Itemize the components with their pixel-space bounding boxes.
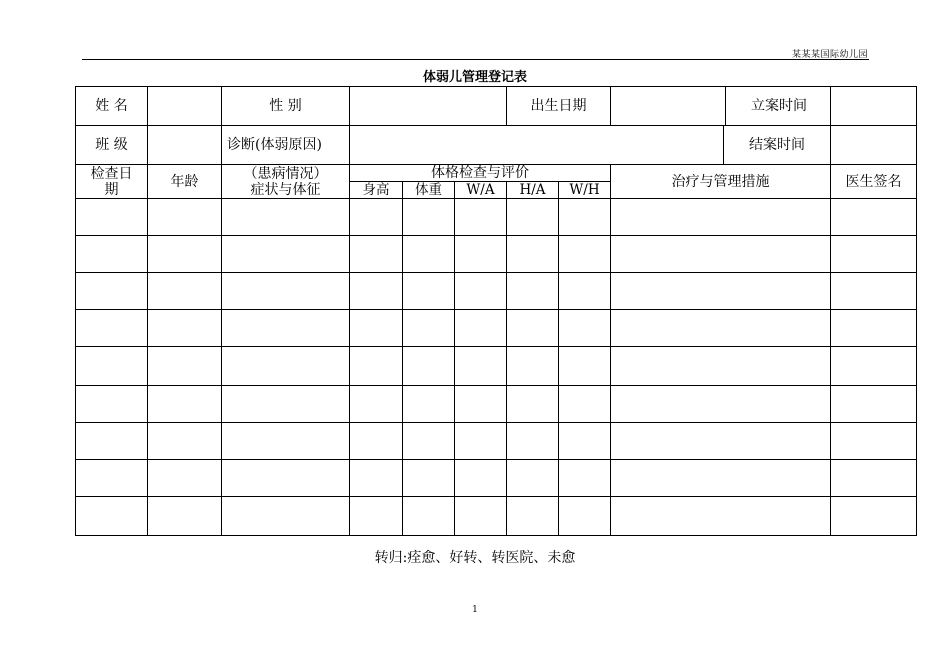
cell[interactable] — [507, 497, 559, 536]
cell[interactable] — [559, 497, 611, 536]
organization-name: 某某某国际幼儿园 — [791, 50, 868, 60]
cell[interactable] — [507, 199, 559, 236]
cell[interactable] — [350, 199, 403, 236]
cell[interactable] — [222, 347, 350, 386]
cell[interactable] — [403, 423, 455, 460]
cell[interactable] — [507, 236, 559, 273]
gender-field[interactable] — [350, 87, 507, 126]
cell[interactable] — [559, 347, 611, 386]
cell[interactable] — [455, 386, 507, 423]
cell[interactable] — [403, 386, 455, 423]
col-weight: 体重 — [403, 182, 455, 199]
cell[interactable] — [76, 347, 148, 386]
table-row — [76, 310, 917, 347]
cell[interactable] — [76, 310, 148, 347]
cell[interactable] — [350, 386, 403, 423]
col-treatment: 治疗与管理措施 — [611, 165, 831, 199]
col-age: 年龄 — [148, 165, 222, 199]
cell[interactable] — [350, 423, 403, 460]
cell[interactable] — [148, 310, 222, 347]
cell[interactable] — [559, 460, 611, 497]
cell[interactable] — [831, 310, 917, 347]
cell[interactable] — [403, 347, 455, 386]
name-field[interactable] — [148, 87, 222, 126]
cell[interactable] — [148, 347, 222, 386]
cell[interactable] — [76, 497, 148, 536]
outcome-note: 转归:痊愈、好转、转医院、未愈 — [374, 550, 576, 566]
closed-date-field[interactable] — [831, 126, 917, 165]
cell[interactable] — [350, 460, 403, 497]
info-row-2 — [76, 126, 917, 165]
cell[interactable] — [831, 273, 917, 310]
cell[interactable] — [455, 236, 507, 273]
cell[interactable] — [222, 423, 350, 460]
cell[interactable] — [559, 199, 611, 236]
col-check-date: 检查日期 — [76, 165, 148, 199]
cell[interactable] — [222, 460, 350, 497]
cell[interactable] — [611, 236, 831, 273]
header-row-1 — [76, 165, 917, 182]
col-wh: W/H — [559, 182, 611, 199]
col-doctor-signature: 医生签名 — [831, 165, 917, 199]
filed-date-field[interactable] — [831, 87, 917, 126]
cell[interactable] — [222, 273, 350, 310]
cell[interactable] — [403, 460, 455, 497]
cell[interactable] — [403, 273, 455, 310]
diagnosis-field[interactable] — [350, 126, 831, 165]
cell[interactable] — [76, 236, 148, 273]
class-label: 班 级 — [76, 126, 148, 165]
table-row — [76, 460, 917, 497]
cell[interactable] — [831, 386, 917, 423]
cell[interactable] — [507, 273, 559, 310]
col-wa: W/A — [455, 182, 507, 199]
cell[interactable] — [611, 497, 831, 536]
filed-date-label: 立案时间 — [725, 87, 831, 125]
cell[interactable] — [403, 199, 455, 236]
cell[interactable] — [831, 460, 917, 497]
cell[interactable] — [831, 497, 917, 536]
col-physical-exam: 体格检查与评价 — [350, 165, 611, 182]
table-row — [76, 199, 917, 236]
cell[interactable] — [76, 460, 148, 497]
cell[interactable] — [148, 497, 222, 536]
col-symptoms-line2: 症状与体征 — [250, 181, 321, 198]
cell[interactable] — [350, 236, 403, 273]
cell[interactable] — [148, 460, 222, 497]
cell[interactable] — [455, 273, 507, 310]
cell[interactable] — [148, 199, 222, 236]
diagnosis-label: 诊断(体弱原因) — [222, 126, 350, 165]
cell[interactable] — [76, 386, 148, 423]
cell[interactable] — [350, 310, 403, 347]
col-symptoms-line1: （患病情况） — [243, 165, 328, 182]
table-row — [76, 423, 917, 460]
birth-date-label: 出生日期 — [507, 87, 611, 126]
table-row — [76, 386, 917, 423]
cell[interactable] — [611, 386, 831, 423]
cell[interactable] — [559, 310, 611, 347]
cell[interactable] — [403, 497, 455, 536]
cell[interactable] — [559, 386, 611, 423]
table-row — [76, 497, 917, 536]
cell[interactable] — [222, 236, 350, 273]
cell[interactable] — [455, 423, 507, 460]
cell[interactable] — [148, 236, 222, 273]
cell[interactable] — [403, 310, 455, 347]
cell[interactable] — [455, 347, 507, 386]
cell[interactable] — [611, 423, 831, 460]
cell[interactable] — [611, 347, 831, 386]
cell[interactable] — [350, 273, 403, 310]
cell[interactable] — [559, 423, 611, 460]
cell[interactable] — [611, 460, 831, 497]
col-height: 身高 — [350, 182, 403, 199]
cell[interactable] — [350, 347, 403, 386]
cell[interactable] — [222, 199, 350, 236]
cell[interactable] — [507, 310, 559, 347]
cell[interactable] — [455, 460, 507, 497]
cell[interactable] — [831, 236, 917, 273]
registration-table — [75, 86, 917, 536]
cell[interactable] — [831, 423, 917, 460]
cell[interactable] — [559, 273, 611, 310]
cell[interactable] — [507, 423, 559, 460]
cell[interactable] — [507, 460, 559, 497]
cell[interactable] — [76, 423, 148, 460]
cell[interactable] — [611, 273, 831, 310]
cell[interactable] — [611, 310, 831, 347]
cell[interactable] — [148, 273, 222, 310]
col-ha: H/A — [507, 182, 559, 199]
cell[interactable] — [222, 386, 350, 423]
gender-label: 性 别 — [222, 87, 350, 126]
closed-date-label: 结案时间 — [723, 126, 830, 164]
cell[interactable] — [455, 199, 507, 236]
table-row — [76, 236, 917, 273]
col-symptoms — [222, 165, 350, 199]
cell[interactable] — [559, 236, 611, 273]
document-title: 体弱儿管理登记表 — [422, 70, 527, 85]
page-number: 1 — [472, 605, 478, 615]
table-row — [76, 347, 917, 386]
cell[interactable] — [455, 310, 507, 347]
cell[interactable] — [222, 497, 350, 536]
cell[interactable] — [148, 386, 222, 423]
info-row-1 — [76, 87, 917, 126]
cell[interactable] — [76, 273, 148, 310]
cell[interactable] — [507, 347, 559, 386]
cell[interactable] — [148, 423, 222, 460]
cell[interactable] — [403, 236, 455, 273]
cell[interactable] — [831, 199, 917, 236]
class-field[interactable] — [148, 126, 222, 165]
header-rule — [82, 59, 869, 60]
birth-date-field[interactable] — [611, 87, 831, 126]
cell[interactable] — [611, 199, 831, 236]
table-row — [76, 273, 917, 310]
cell[interactable] — [507, 386, 559, 423]
cell[interactable] — [455, 497, 507, 536]
name-label: 姓 名 — [76, 87, 148, 126]
cell[interactable] — [350, 497, 403, 536]
cell[interactable] — [76, 199, 148, 236]
cell[interactable] — [831, 347, 917, 386]
cell[interactable] — [222, 310, 350, 347]
